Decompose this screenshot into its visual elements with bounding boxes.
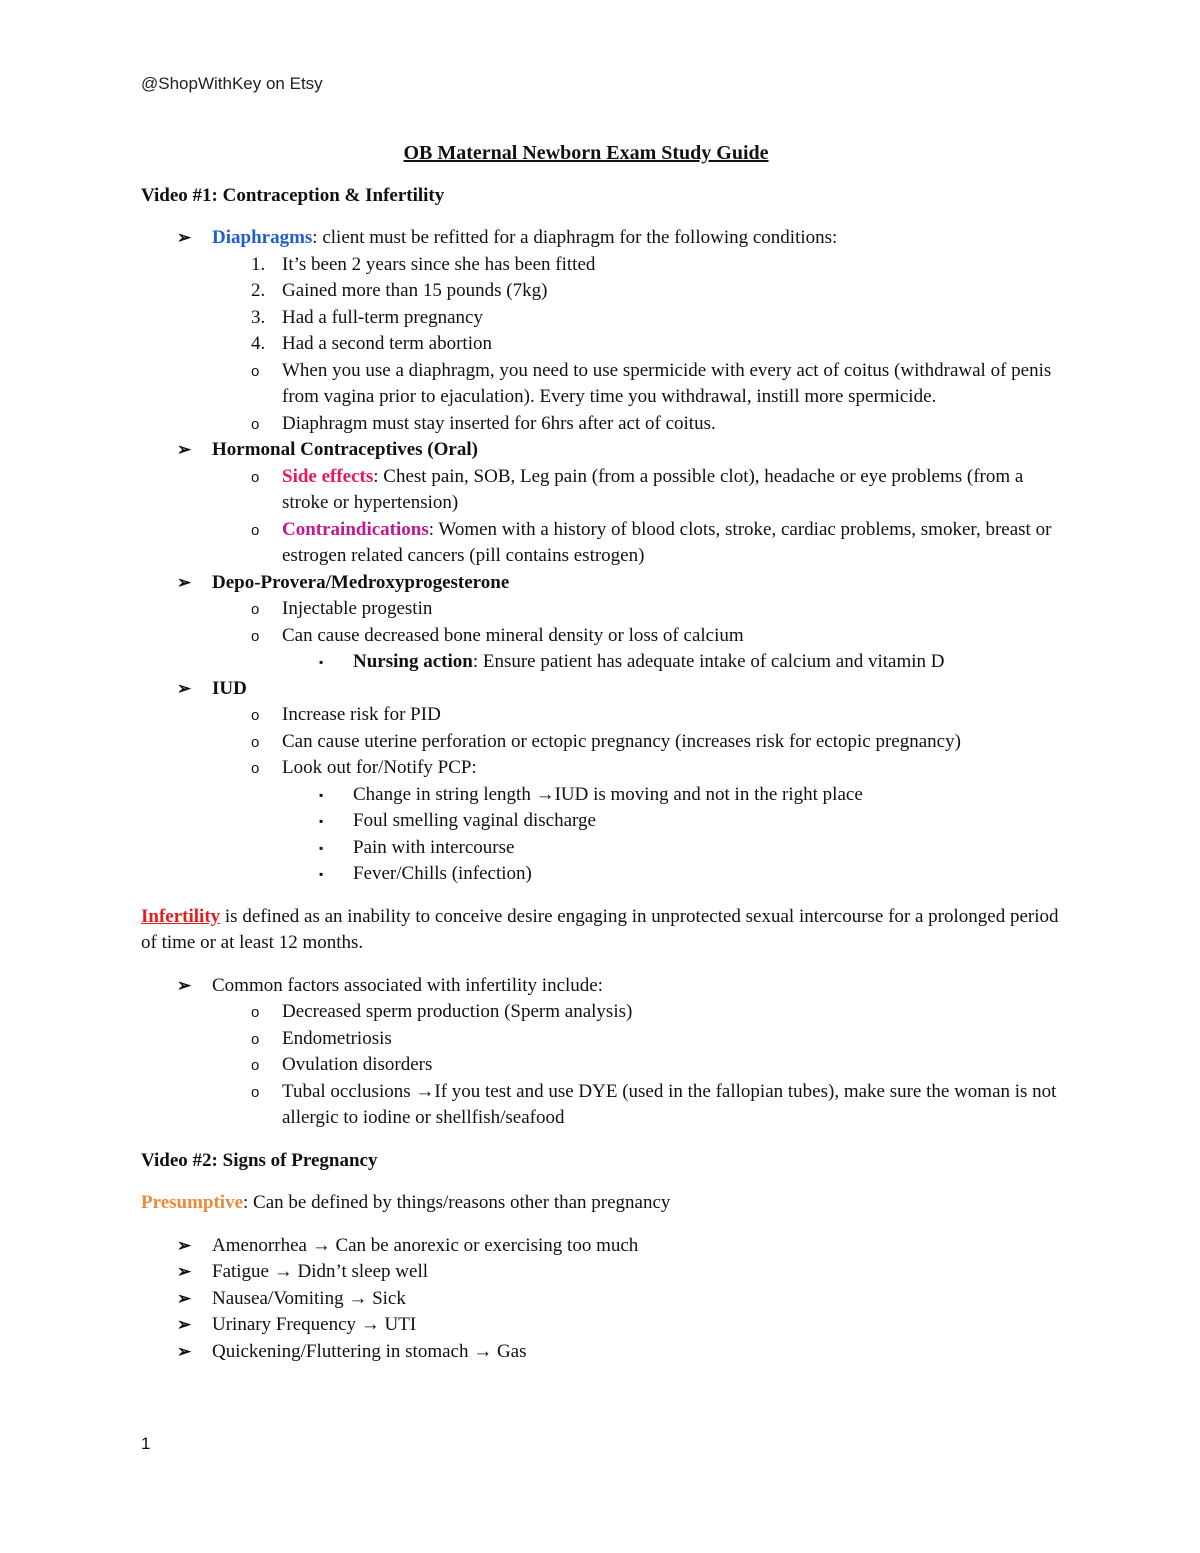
numbered-item — [141, 252, 1061, 279]
arrow-bullet-icon: ➢ — [177, 572, 192, 592]
infertility-text: is defined as an inability to conceive desire engaging in unprotected sexual intercourse for a prolonged period of time or at least 12 months. — [141, 905, 1059, 953]
presumptive-item — [141, 1312, 1061, 1339]
sub-item — [141, 755, 1061, 782]
sub-item — [141, 999, 1061, 1026]
circle-bullet-icon: o — [251, 760, 260, 777]
factor-text: Tubal occlusions →If you test and use DYE (used in the fallopian tubes), make sure the woman is not allergic to iodine or shellfish/seafood — [282, 1080, 1057, 1128]
number-marker: 4. — [251, 333, 266, 354]
numbered-text: Had a second term abortion — [282, 333, 492, 354]
circle-bullet-icon: o — [251, 468, 260, 486]
arrow-bullet-icon: ➢ — [177, 440, 192, 459]
sub-item — [141, 1026, 1061, 1053]
diaphragms-item — [141, 225, 1061, 252]
page-number: 1 — [141, 1434, 151, 1453]
depo-label: Depo-Provera/Medroxyprogesterone — [212, 571, 510, 593]
presumptive-item-text: Fatigue → Didn’t sleep well — [212, 1261, 429, 1282]
sub-item-text: Can cause uterine perforation or ectopic pregnancy (increases risk for ectopic pregnancy) — [282, 730, 961, 752]
arrow-bullet-icon: ➢ — [177, 1315, 192, 1334]
sub-item — [141, 464, 1061, 517]
arrow-bullet-icon: ➢ — [177, 1288, 192, 1308]
sub-item — [141, 411, 1061, 438]
square-bullet-icon: ▪ — [319, 787, 324, 802]
sub-sub-item — [141, 808, 1061, 835]
side-effects-label: Side effects — [282, 465, 374, 487]
presumptive-item-text: Nausea/Vomiting → Sick — [212, 1287, 406, 1309]
circle-bullet-icon: o — [251, 362, 260, 380]
hormonal-item — [141, 437, 1061, 464]
numbered-item — [141, 305, 1061, 332]
diaphragms-label: Diaphragms — [212, 227, 313, 248]
contraindications-label: Contraindications — [282, 518, 429, 540]
arrow-bullet-icon: ➢ — [177, 1341, 192, 1361]
infertility-label: Infertility — [141, 905, 221, 927]
numbered-text: Had a full-term pregnancy — [282, 306, 483, 328]
sub-item-text: When you use a diaphragm, you need to use spermicide with every act of coitus (withdrawal of penis from vagina prior to ejaculation). Every time you withdrawal, instill more spermicide. — [282, 359, 1052, 407]
circle-bullet-icon: o — [251, 1057, 260, 1074]
circle-bullet-icon: o — [251, 707, 260, 724]
sub-item-text: Look out for/Notify PCP: — [282, 757, 477, 778]
hormonal-label: Hormonal Contraceptives (Oral) — [212, 439, 478, 460]
square-bullet-icon: ▪ — [319, 814, 324, 828]
numbered-text: It’s been 2 years since she has been fitted — [282, 253, 596, 275]
number-marker: 3. — [251, 306, 266, 328]
video2-heading: Video #2: Signs of Pregnancy — [141, 1149, 378, 1171]
sub-sub-item — [141, 835, 1061, 862]
presumptive-item-text: Quickening/Fluttering in stomach → Gas — [212, 1340, 527, 1362]
contraindications-text: : Women with a history of blood clots, stroke, cardiac problems, smoker, breast or estrogen related cancers (pill contains estrogen) — [282, 518, 1052, 566]
presumptive-item — [141, 1339, 1061, 1366]
diaphragms-text: : client must be refitted for a diaphragm for the following conditions: — [312, 227, 838, 248]
factors-item — [141, 973, 1061, 1000]
depo-item — [141, 570, 1061, 597]
sub-sub-item — [141, 649, 1061, 676]
presumptive-text: : Can be defined by things/reasons other than pregnancy — [243, 1192, 671, 1213]
circle-bullet-icon: o — [251, 1083, 260, 1101]
notify-text: Pain with intercourse — [353, 836, 515, 858]
circle-bullet-icon: o — [251, 415, 260, 433]
sub-item — [141, 517, 1061, 570]
sub-item-text: Can cause decreased bone mineral density or loss of calcium — [282, 624, 744, 646]
circle-bullet-icon: o — [251, 601, 260, 618]
circle-bullet-icon: o — [251, 1030, 260, 1048]
circle-bullet-icon: o — [251, 1004, 260, 1021]
page-header: @ShopWithKey on Etsy — [141, 74, 323, 93]
sub-item — [141, 358, 1061, 411]
factor-text: Endometriosis — [282, 1027, 392, 1049]
numbered-item — [141, 331, 1061, 358]
presumptive-paragraph — [141, 1190, 1061, 1217]
document-title: OB Maternal Newborn Exam Study Guide — [403, 142, 769, 164]
circle-bullet-icon: o — [251, 733, 260, 751]
sub-item-text: Injectable progestin — [282, 598, 433, 619]
numbered-text: Gained more than 15 pounds (7kg) — [282, 280, 548, 301]
sub-item — [141, 729, 1061, 756]
notify-text: Fever/Chills (infection) — [353, 863, 532, 884]
square-bullet-icon: ▪ — [319, 655, 324, 669]
presumptive-item — [141, 1259, 1061, 1286]
sub-item-text: Diaphragm must stay inserted for 6hrs after act of coitus. — [282, 412, 716, 434]
arrow-bullet-icon: ➢ — [177, 678, 192, 698]
nursing-action-text: : Ensure patient has adequate intake of calcium and vitamin D — [472, 651, 945, 672]
notify-text: Change in string length →IUD is moving and not in the right place — [353, 783, 863, 805]
sub-sub-item — [141, 861, 1061, 888]
sub-item — [141, 1052, 1061, 1079]
document-body — [141, 140, 1061, 1365]
arrow-bullet-icon: ➢ — [177, 1262, 192, 1281]
sub-item — [141, 596, 1061, 623]
presumptive-label: Presumptive — [141, 1192, 244, 1213]
circle-bullet-icon: o — [251, 627, 260, 645]
sub-item — [141, 623, 1061, 650]
numbered-item — [141, 278, 1061, 305]
square-bullet-icon: ▪ — [319, 840, 324, 855]
video1-heading: Video #1: Contraception & Infertility — [141, 184, 445, 206]
presumptive-item-text: Amenorrhea → Can be anorexic or exercising too much — [212, 1234, 639, 1256]
infertility-paragraph — [141, 904, 1061, 957]
iud-item — [141, 676, 1061, 703]
number-marker: 1. — [251, 253, 266, 275]
sub-sub-item — [141, 782, 1061, 809]
square-bullet-icon: ▪ — [319, 867, 324, 881]
arrow-bullet-icon: ➢ — [177, 228, 192, 247]
presumptive-item — [141, 1233, 1061, 1260]
arrow-bullet-icon: ➢ — [177, 1235, 192, 1255]
nursing-action-label: Nursing action — [353, 651, 473, 672]
presumptive-item — [141, 1286, 1061, 1313]
notify-text: Foul smelling vaginal discharge — [353, 810, 596, 831]
arrow-bullet-icon: ➢ — [177, 975, 192, 995]
side-effects-text: : Chest pain, SOB, Leg pain (from a possible clot), headache or eye problems (from a stroke or hypertension) — [282, 465, 1024, 513]
factor-text: Decreased sperm production (Sperm analysis) — [282, 1001, 633, 1022]
factors-intro: Common factors associated with infertility include: — [212, 974, 603, 996]
iud-label: IUD — [212, 677, 247, 699]
number-marker: 2. — [251, 280, 266, 301]
factor-text: Ovulation disorders — [282, 1054, 433, 1075]
sub-item-text: Increase risk for PID — [282, 704, 441, 725]
presumptive-item-text: Urinary Frequency → UTI — [212, 1314, 417, 1335]
sub-item — [141, 1079, 1061, 1132]
sub-item — [141, 702, 1061, 729]
circle-bullet-icon: o — [251, 521, 260, 539]
